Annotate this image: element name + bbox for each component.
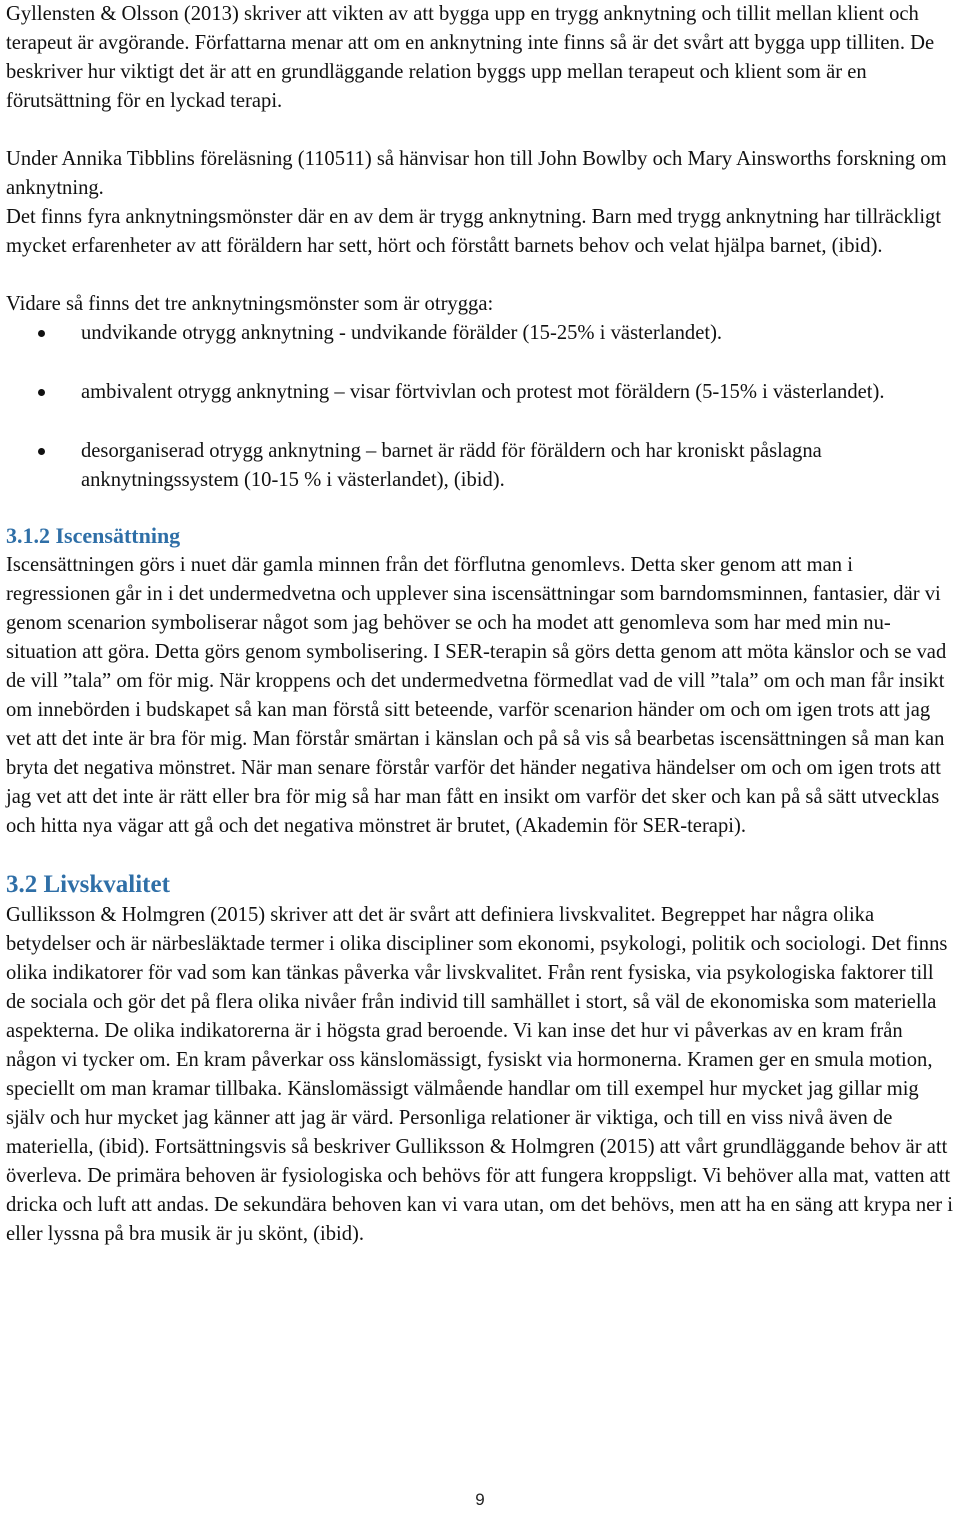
spacer (6, 841, 956, 869)
insecure-attachment-list (6, 319, 956, 495)
list-item (6, 319, 956, 348)
paragraph-insecure-intro: Vidare så finns det tre anknytningsmönster som är otrygga: (6, 293, 494, 315)
list-item (6, 437, 956, 495)
paragraph-gyllensten: Gyllensten & Olsson (2013) skriver att vikten av att bygga upp en trygg anknytning och tillit mellan klient och terapeut är avgörande. Författarna menar att om en anknytning inte finns så är det svårt att bygga upp tilliten. De beskriver hur viktigt det är att en grundläggande relation byggs upp mellan terapeut och klient som är en förutsättning för en lyckad terapi. (6, 3, 935, 112)
paragraph-livskvalitet: Gulliksson & Holmgren (2015) skriver att det är svårt att definiera livskvalitet. Begreppet har några olika betydelser och är närbesläktade termer i olika discipliner som ekonomi, psykologi, politik och sociologi. Det finns olika indikatorer för vad som kan tänkas påverka vår livskvalitet. Från rent fysiska, via psykologiska faktorer till de sociala och gör det på flera olika nivåer från individ till samhället i stort, så väl de ekonomiska som materiella aspekterna. De olika indikatorerna är i högsta grad beroende. Vi kan inse det hur vi påverkas av en kram från någon vi tycker om. En kram påverkar oss känslomässigt, fysiskt via hormonerna. Kramen ger en smula motion, speciellt om man kramar tillbaka. Känslomässigt välmående handlar om till exempel hur mycket jag gillar mig själv och hur mycket jag känner att jag är värd. Personliga relationer är viktiga, och till en viss nivå även de materiella, (ibid). Fortsättningsvis så beskriver Gulliksson & Holmgren (2015) att vårt grundläggande behov är att överleva. De primära behoven är fysiologiska och behövs för att fungera kroppsligt. Vi behöver alla mat, vatten att dricka och luft att andas. De sekundära behoven kan vi vara utan, om det behövs, men att ha en säng att krypa ner i eller lyssna på bra musik är ju skönt, (ibid). (6, 904, 953, 1245)
spacer (6, 495, 956, 521)
list-item-text: undvikande otrygg anknytning - undvikande förälder (15-25% i västerlandet). (81, 322, 723, 344)
paragraph-tibblin: Under Annika Tibblins föreläsning (110511) så hänvisar hon till John Bowlby och Mary Ainsworths forskning om anknytning. (6, 148, 947, 199)
spacer (6, 116, 956, 145)
section-heading-livskvalitet: 3.2 Livskvalitet (6, 871, 170, 898)
spacer (6, 348, 956, 378)
section-heading-iscensattning: 3.1.2 Iscensättning (6, 523, 181, 548)
list-item-text: ambivalent otrygg anknytning – visar förtvivlan och protest mot föräldern (5-15% i västerlandet). (81, 381, 885, 403)
spacer (6, 261, 956, 290)
document-page (6, 0, 956, 1249)
list-item (6, 378, 956, 407)
list-item-text: desorganiserad otrygg anknytning – barnet är rädd för föräldern och har kroniskt påslagna anknytningssystem (10-15 % i västerlandet), (ibid). (81, 440, 822, 491)
bullet-icon (38, 389, 45, 396)
paragraph-attachment-patterns: Det finns fyra anknytningsmönster där en av dem är trygg anknytning. Barn med trygg anknytning har tillräckligt mycket erfarenheter av att föräldern har sett, hört och förstått barnets behov och velat hjälpa barnet, (ibid). (6, 206, 942, 257)
page-number: 9 (475, 1490, 485, 1509)
spacer (6, 407, 956, 437)
bullet-icon (38, 330, 45, 337)
bullet-icon (38, 448, 45, 455)
paragraph-iscensattning: Iscensättningen görs i nuet där gamla minnen från det förflutna genomlevs. Detta sker genom att man i regressionen går in i det undermedvetna och upplever sina iscensättningar som barndomsminnen, fantasier, där vi genom scenarion symboliserar något som jag behöver se och ha modet att genomleva som har med min nu-situation att göra. Detta görs genom symbolisering. I SER-terapin så görs detta genom att möta känslor och se vad de vill ”tala” om för mig. När kroppens och det undermedvetna förmedlat vad de vill ”tala” om och man får insikt om innebörden i budskapet så kan man förstå sitt beteende, varför scenarion händer om och om igen trots att jag vet att det inte är bra för mig. Man förstår smärtan i känslan och på så vis så bearbetas iscensättningen så man kan bryta det negativa mönstret. När man senare förstår varför det händer negativa händelser om och om igen trots att jag vet att det inte är rätt eller bra för mig så har man fått en insikt om varför det sker och kan på så sätt utvecklas och hitta nya vägar att gå och det negativa mönstret är brutet, (Akademin för SER-terapi). (6, 554, 947, 837)
